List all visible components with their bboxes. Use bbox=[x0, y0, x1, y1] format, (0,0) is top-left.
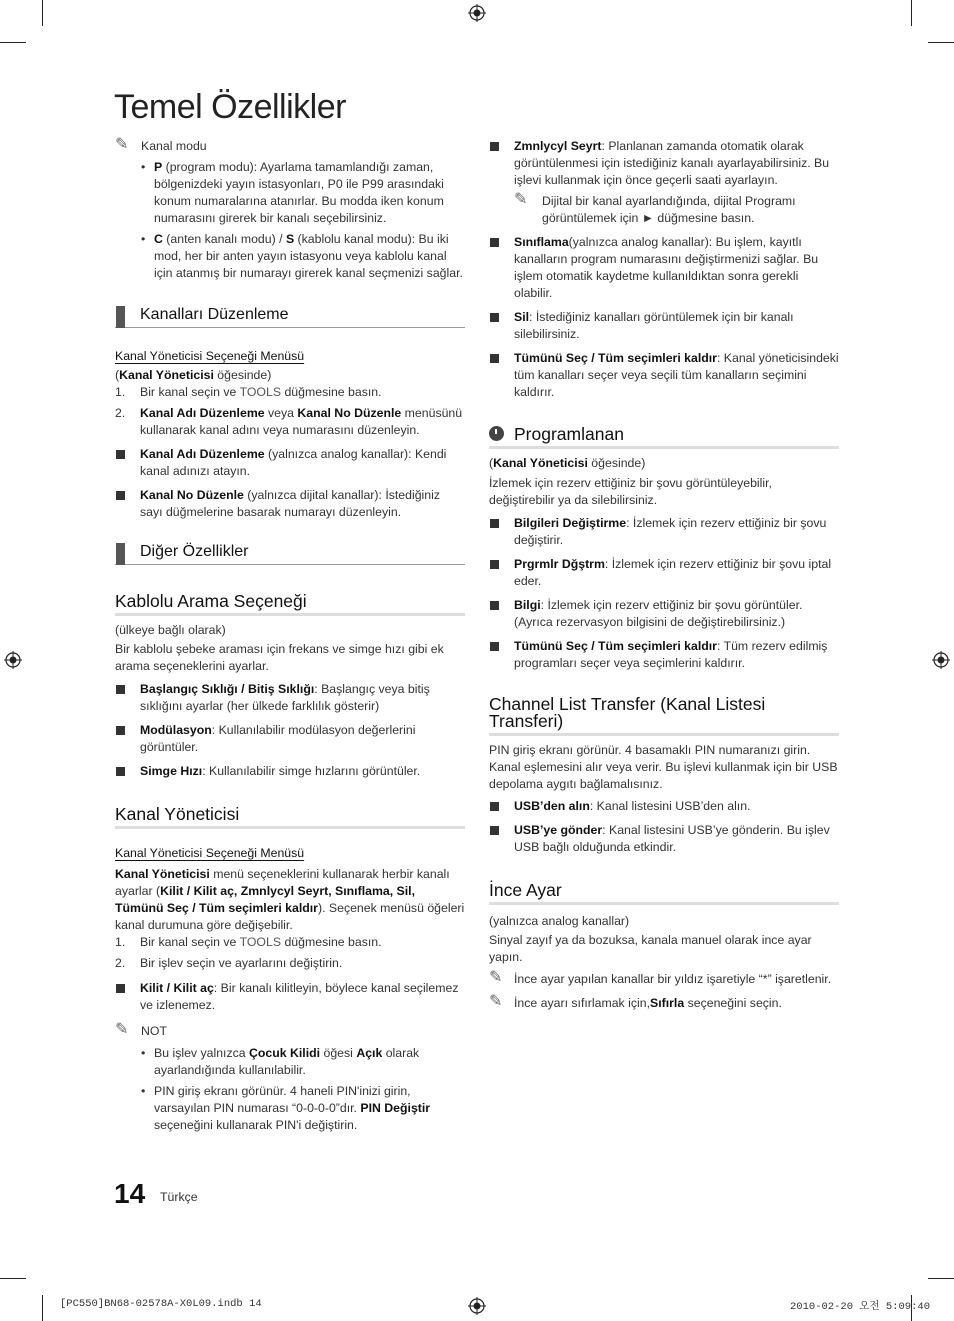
heading-programlanan: Programlanan bbox=[489, 426, 839, 449]
heading-channel-list-transfer: Channel List Transfer (Kanal Listesi Transferi) bbox=[489, 696, 839, 736]
item-modulasyon: Modülasyon: Kullanılabilir modülasyon değerlerini görüntüler. bbox=[115, 722, 465, 756]
subheading-diger-ozellikler: Diğer Özellikler bbox=[115, 543, 465, 565]
bullet-c-mode: • C (anten kanalı modu) / S (kablolu kanal modu): Bu iki mod, her bir anten yayın istasyonu veya kablolu kanal için atanmış bir numarayı girerek kanal seçmenizi sağlar. bbox=[141, 232, 463, 280]
bullet-note-2: • PIN giriş ekranı görünür. 4 haneli PIN'inizi girin, varsayılan PIN numarası “0-0-0-0”dır. PIN Değiştir seçeneğini kullanarak PIN'i değiştirin. bbox=[141, 1084, 431, 1132]
menu-heading: Kanal Yöneticisi Seçeneği Menüsü bbox=[115, 846, 305, 860]
registration-mark-icon bbox=[468, 4, 486, 22]
item-kanal-adi: Kanal Adı Düzenleme (yalnızca analog kanallar): Kendi kanal adınızı atayın. bbox=[115, 446, 465, 480]
right-column bbox=[489, 138, 839, 1012]
registration-mark-icon bbox=[932, 651, 950, 669]
crop-mark bbox=[42, 1295, 43, 1321]
page-language: Türkçe bbox=[160, 1190, 198, 1204]
paragraph: Bir kablolu şebeke araması için frekans ve simge hızı gibi ek arama seçeneklerini ayarlar. bbox=[115, 642, 444, 673]
heading-kanal-yoneticisi: Kanal Yöneticisi bbox=[115, 806, 465, 829]
item-usb-den-alin: USB’den alın: Kanal listesini USB’den alın. bbox=[489, 798, 839, 815]
item-baslangic-sikligi: Başlangıç Sıklığı / Bitiş Sıklığı: Başlangıç veya bitiş sıklığını ayarlar (her ülkede farklılık gösterir) bbox=[115, 681, 465, 715]
note-not: ✎ NOT bbox=[115, 1021, 167, 1038]
pencil-note-icon: ✎ bbox=[115, 136, 129, 153]
paragraph: Sinyal zayıf ya da bozuksa, kanala manuel olarak ince ayar yapın. bbox=[489, 933, 812, 964]
paragraph: Kanal Yöneticisi menü seçeneklerini kullanarak herbir kanalı ayarlar (Kilit / Kilit aç, Zmnlycyl Seyrt, Sınıflama, Sil, Tümünü Seç / Tüm seçimleri kaldır). Seçenek menüsü öğeleri kanal durumuna göre değişebilir. bbox=[115, 867, 465, 932]
pencil-note-icon: ✎ bbox=[115, 1021, 129, 1038]
crop-mark bbox=[42, 0, 43, 26]
context-line: (Kanal Yöneticisi öğesinde) bbox=[115, 368, 272, 382]
pencil-note-icon: ✎ bbox=[514, 191, 528, 208]
registration-mark-icon bbox=[468, 1297, 486, 1315]
note-label: Kanal modu bbox=[141, 139, 207, 153]
page-title: Temel Özellikler bbox=[114, 88, 346, 126]
crop-mark bbox=[911, 0, 912, 26]
item-siniflama: Sınıflama(yalnızca analog kanallar): Bu işlem, kayıtlı kanalların program numarasını değiştirmenizi sağlar. Bu işlem otomatik kaydetme kullanıldıktan sonra gerekli olabilir. bbox=[489, 234, 839, 302]
page-number: 14 bbox=[114, 1178, 146, 1209]
bullet-p-mode: • P (program modu): Ayarlama tamamlandığı zaman, bölgenizdeki yayın istasyonları, P0 ile P99 arasındaki konum numaralarına atanırlar. Bu modda iken konum numarasını girerek bir kanalı seçebilirsiniz. bbox=[141, 160, 444, 225]
menu-heading: Kanal Yöneticisi Seçeneği Menüsü bbox=[115, 349, 305, 363]
item-usb-ye-gonder: USB’ye gönder: Kanal listesini USB’ye gönderin. Bu işlev USB bağlı olduğunda etkindir. bbox=[489, 822, 839, 856]
step-2: 2. Kanal Adı Düzenleme veya Kanal No Düzenle menüsünü kullanarak kanal adını veya numarasını düzenleyin. bbox=[115, 406, 463, 437]
crop-mark bbox=[0, 1278, 26, 1279]
note-ince-ayar-1: ✎ İnce ayar yapılan kanallar bir yıldız işaretiyle “*” işaretlenir. bbox=[489, 969, 832, 986]
note-kanal-modu bbox=[115, 138, 465, 155]
item-kanal-no: Kanal No Düzenle (yalnızca dijital kanallar): İstediğiniz sayı düğmelerine basarak numarayı düzenleyin. bbox=[115, 487, 465, 521]
registration-mark-icon bbox=[4, 651, 22, 669]
crop-mark bbox=[928, 1278, 954, 1279]
footer-file-info: [PC550]BN68-02578A-X0L09.indb 14 bbox=[60, 1298, 262, 1310]
pencil-note-icon: ✎ bbox=[489, 993, 503, 1010]
crop-mark bbox=[928, 42, 954, 43]
note-dijital-kanal: ✎ Dijital bir kanal ayarlandığında, dijital Programı görüntülemek için ► düğmesine basın. bbox=[514, 191, 796, 225]
paragraph: PIN giriş ekranı görünür. 4 basamaklı PIN numaranızı girin. Kanal eşlemesini alır veya verir. Bu işlevi kullanmak için bir USB depolama aygıtı bağlamalısınız. bbox=[489, 743, 838, 791]
crop-mark bbox=[0, 42, 26, 43]
item-bilgileri-degistirme: Bilgileri Değiştirme: İzlemek için rezerv ettiğiniz bir şovu değiştirir. bbox=[489, 515, 839, 549]
context-line: (ülkeye bağlı olarak) bbox=[115, 623, 226, 637]
step-1: 1. Bir kanal seçin ve TOOLS düğmesine basın. bbox=[115, 385, 382, 399]
context-line: (Kanal Yöneticisi öğesinde) bbox=[489, 456, 646, 470]
context-line: (yalnızca analog kanallar) bbox=[489, 914, 630, 928]
step-1: 1. Bir kanal seçin ve TOOLS düğmesine basın. bbox=[115, 935, 382, 949]
pencil-note-icon: ✎ bbox=[489, 969, 503, 986]
item-kilit: Kilit / Kilit aç: Bir kanalı kilitleyin, böylece kanal seçilemez ve izlenemez. bbox=[115, 980, 465, 1014]
item-tumunu-sec: Tümünü Seç / Tüm seçimleri kaldır: Tüm rezerv edilmiş programları seçer veya seçimlerini kaldırır. bbox=[489, 638, 839, 672]
item-sil: Sil: İstediğiniz kanalları görüntülemek için bir kanalı silebilirsiniz. bbox=[489, 309, 839, 343]
heading-ince-ayar: İnce Ayar bbox=[489, 882, 839, 905]
paragraph: İzlemek için rezerv ettiğiniz bir şovu görüntüleyebilir, değiştirebilir ya da silebilirsiniz. bbox=[489, 476, 772, 507]
heading-kablolu-arama: Kablolu Arama Seçeneği bbox=[115, 593, 465, 616]
clock-icon bbox=[489, 426, 504, 441]
footer-timestamp: 2010-02-20 오전 5:09:40 bbox=[790, 1301, 931, 1313]
step-2: 2. Bir işlev seçin ve ayarlarını değiştirin. bbox=[115, 956, 343, 970]
subheading-kanallari-duzenleme: Kanalları Düzenleme bbox=[115, 306, 465, 328]
item-prgrmlr-dgstrm: Prgrmlr Dğştrm: İzlemek için rezerv ettiğiniz bir şovu iptal eder. bbox=[489, 556, 839, 590]
note-ince-ayar-2: ✎ İnce ayarı sıfırlamak için,Sıfırla seçeneğini seçin. bbox=[489, 993, 782, 1010]
item-zmnlycyl-seyrt: Zmnlycyl Seyrt: Planlanan zamanda otomatik olarak görüntülenmesi için istediğiniz kanalı ayarlayabilirsiniz. Bu işlevi kullanmak için önce geçerli saati ayarlayın. bbox=[489, 138, 839, 189]
item-simge-hizi: Simge Hızı: Kullanılabilir simge hızlarını görüntüler. bbox=[115, 763, 465, 780]
left-column bbox=[115, 138, 465, 1134]
bullet-note-1: • Bu işlev yalnızca Çocuk Kilidi öğesi Açık olarak ayarlandığında kullanılabilir. bbox=[141, 1046, 420, 1077]
item-tumunu-sec: Tümünü Seç / Tüm seçimleri kaldır: Kanal yöneticisindeki tüm kanalları seçer veya seçili tüm kanalların seçimini kaldırır. bbox=[489, 350, 839, 401]
item-bilgi: Bilgi: İzlemek için rezerv ettiğiniz bir şovu görüntüler. (Ayrıca rezervasyon bilgisini de değiştirebilirsiniz.) bbox=[489, 597, 839, 631]
